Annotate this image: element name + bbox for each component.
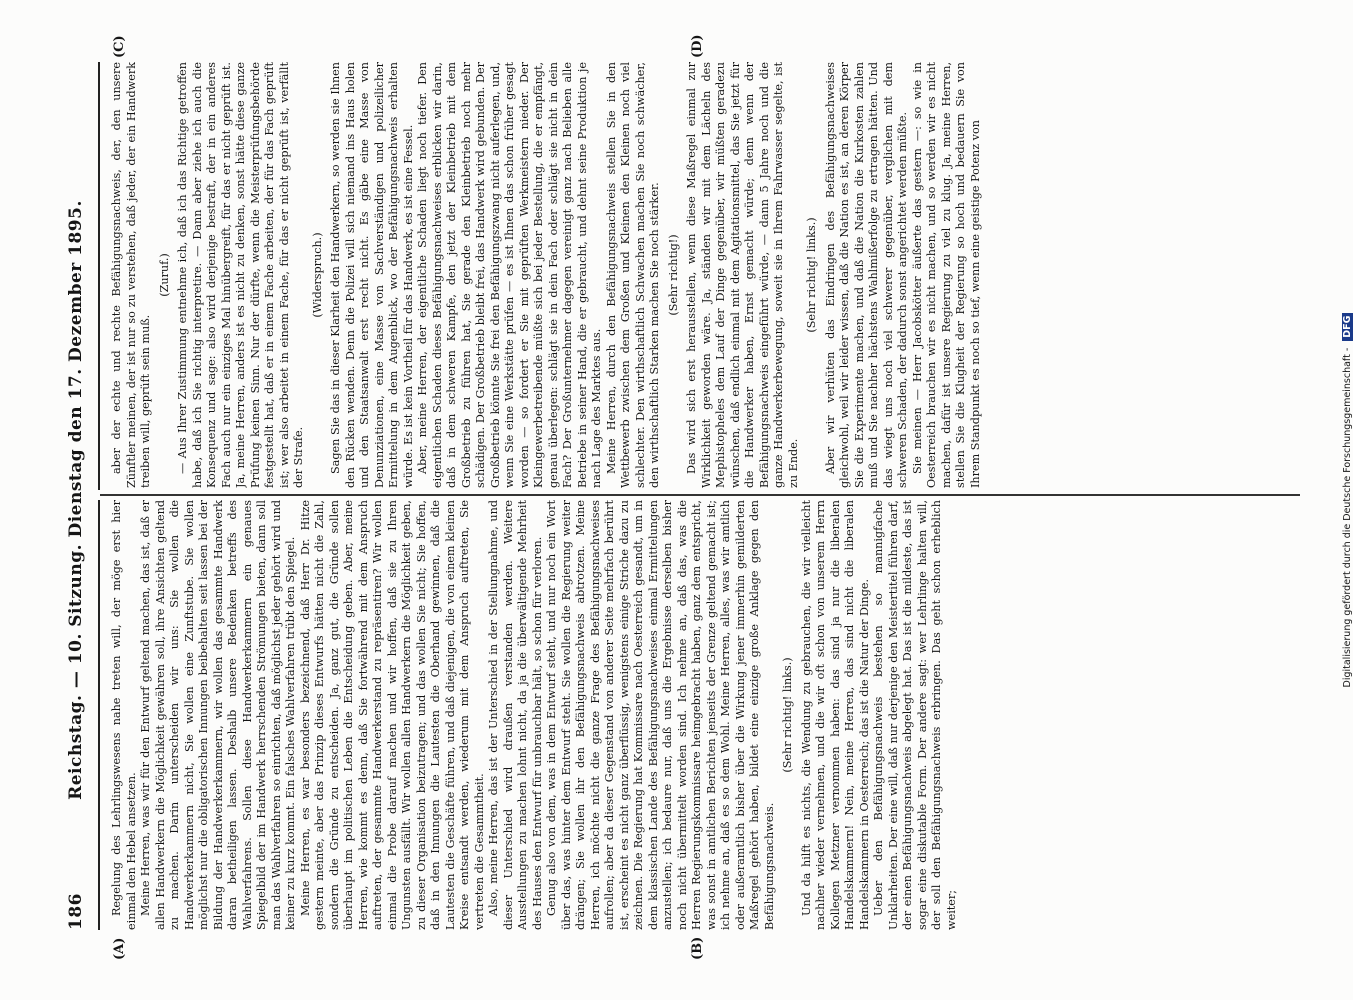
dfg-logo: DFG [1342,313,1353,341]
paragraph: Genug also von dem, was in dem Entwurf steht, und nur noch ein Wort über das, was hinter dem Entwurf steht. Sie wollen die Regierung weiter drängen; Sie wollen ihr den Befähigungsnachweis abtrotzen. Meine Herren, ich möchte nicht die ganze Frage des Befähigungsnachweises aufrollen; aber da dieser Gegenstand von anderer Seite mehrfach berührt ist, erscheint es nicht ganz überflüssig, wenigstens einige Striche dazu zu zeichnen. Die Regierung hat Kommissare nach Oesterreich gesandt, um in dem klassischen Lande des Befähigungsnachweises einmal Ermittelungen anzustellen; ich bedaure nur, daß uns die Ergebnisse derselben bisher noch nicht übermittelt worden sind. Ich nehme an, daß das, was die Herren Regierungskommissare heimgebracht haben, ganz dem entspricht, was sonst in amtlichen Berichten jenseits der Grenze geltend gemacht ist; ich nehme an, daß es so dem Wohl. Meine Herren, alles, was wir amtlich oder außeramtlich bisher über die Wirkung jener immerhin gemilderten Maßregel gehört haben, bildet eine einzige große Anklage gegen den Befähigungsnachweis. [545,500,776,930]
paragraph: Aber, meine Herren, der eigentliche Schaden liegt noch tiefer. Den eigentlichen Schaden dieses Befähigungsnachweises erblicken wir darin, daß in dem schweren Kampfe, den jetzt der Kleinbetrieb mit dem Großbetrieb zu führen hat, Sie gerade den Kleinbetrieb noch mehr schädigen. Der Großbetrieb bleibt frei, das Handwerk wird gebunden. Der Großbetrieb könnte Sie frei den Befähigungszwang nicht auferlegen, und, wenn Sie eine Werkstätte prüfen — es ist Ihnen das schon früher gesagt worden — so fordert er Sie mit geprüften Werkmeistern nieder. Der Kleingewerbetreibende müßte sich bei jeder Bestellung, die er empfängt, genau überlegen: schlägt sie in dein Fach oder schlägt sie nicht in dein Fach? Der Großunternehmer dagegen vereinigt ganz nach Belieben alle Betriebe in seiner Hand, die er gebraucht, und dehnt seine Produktion je nach Lage des Marktes aus. [416,62,603,488]
paragraph: Regelung des Lehrlingswesens nahe treten will, der möge erst hier einmal den Hebel ansetzen. [110,500,138,930]
paragraph: Sie meinen — Herr Jacobskötter äußerte das gestern —: so wie in Oesterreich brauchen wir es nicht machen, und so werden wir es nicht machen, dafür ist unsere Regierung zu viel zu klug. Ja, meine Herren, stellen Sie die Klugheit der Regierung so hoch und bedauern Sie von Ihrem Standpunkt es noch so tief, wenn eine geistige Potenz von [910,62,982,488]
left-text-column [110,500,1300,930]
interjection: (Widerspruch.) [310,232,324,318]
interjection: (Sehr richtig! links.) [781,657,794,773]
page-number: 186 [66,893,86,930]
margin-mark-b: (B) [690,936,705,960]
margin-mark-a: (A) [112,937,127,960]
margin-mark-c: (C) [112,35,127,58]
paragraph: Und da hilft es nichts, die Wendung zu gebrauchen, die wir vielleicht nachher wieder vernehmen, und die wir oft schon von unserem Herrn Kollegen Metzner vernommen haben: das sind ja nur die liberalen Handelskammern! Nein, meine Herren, das sind nicht die liberalen Handelskammern in Oesterreich; das ist die Natur der Dinge. [799,500,871,930]
paragraph: Ueber den Befähigungsnachweis bestehen so mannigfache Unklarheiten. Der eine will, daß nur derjenige den Meistertitel führen darf, der einen Befähigungsnachweis abgelegt hat. Das ist die mildeste, das ist sogar eine diskutable Form. Der andere sagt: wer Lehrlinge halten will, der soll den Befähigungsnachweis erbringen. Das geht schon erheblich weiter; [872,500,958,930]
paragraph: Also, meine Herren, das ist der Unterschied in der Stellungnahme, und dieser Unterschied wird draußen verstanden werden. Weitere Ausstellungen zu machen lohnt nicht, da ja die überwältigende Mehrheit des Hauses den Entwurf für unbrauchbar hält, so schon für verloren. [487,500,544,930]
paragraph: Das wird sich erst herausstellen, wenn diese Maßregel einmal zur Wirklichkeit geworden wäre. Ja, ständen wir mit dem Lächeln des Mephistopheles dem Lauf der Dinge gegenüber, wir müßten geradezu wünschen, daß endlich einmal mit dem Agitationsmittel, das Sie jetzt für die Handwerker haben, Ernst gemacht würde; denn wenn der Befähigungsnachweis eingeführt würde, — dann 5 Jahre noch und die ganze Handwerkerbewegung, soweit sie in Ihrem Fahrwasser segelte, ist zu Ende. [685,62,800,488]
header-rule-right [98,62,100,490]
margin-mark-d: (D) [690,34,705,58]
interjection: (Zuruf.) [157,253,171,297]
paragraph: Meine Herren, es war besonders bezeichnend, daß Herr Dr. Hitze gestern meinte, aber das Prinzip dieses Entwurfs hätten nicht die Zahl, sondern die Gründe zu entscheiden. Ja, ganz gut, die Gründe sollen überhaupt im politischen Leben die Entscheidung geben. Aber, meine Herren, wie kommt es denn, daß Sie fortwährend mit dem Anspruch auftreten, der gesammte Handwerkerstand zu repräsentiren? Wir wollen einmal die Probe darauf machen und wir hoffen, daß sie zu Ihren Ungunsten ausfällt. Wir wollen allen Handwerkern die Möglichkeit geben, zu dieser Organisation beizutragen; und das wollen Sie nicht; Sie hoffen, daß in den Innungen die Lautesten die Oberhand gewinnen, daß die Lautesten die Geschäfte führen, und daß diejenigen, die von einem kleinen Kreise entsandt werden, wiederum mit dem Anspruch auftreten, Sie vertreten die Gesammtheit. [298,500,486,930]
running-title: Reichstag. — 10. Sitzung. Dienstag den 17. Dezember 1895. [66,200,86,800]
paragraph: aber der echte und rechte Befähigungsnachweis, der, den unsere Zünftler meinen, der ist nur so zu verstehen, daß jeder, der ein Handwerk treiben will, geprüft sein muß. [110,62,152,488]
paragraph: — Aus Ihrer Zustimmung entnehme ich, daß ich das Richtige getroffen habe, daß ich Sie richtig interpretire. — Dann aber ziehe ich auch die Konsequenz und sage: also wird derjenige bestraft, der in ein anderes Fach auch nur ein einziges Mal hinübergreift, für das er nicht geprüft ist. Ja, meine Herren, anders ist es nicht zu denken, sonst hätte diese ganze Prüfung keinen Sinn. Nur der dürfte, wenn die Meisterprüfungsbehörde festgestellt hat, daß er in einem Fache arbeiten, der für das Fach geprüft ist; wer also arbeitet in einem Fache, für das er nicht geprüft ist, verfällt der Strafe. [176,62,305,488]
header-rule-left [98,500,100,930]
interjection: (Sehr richtig!) [666,234,680,316]
paragraph: Sagen Sie das in dieser Klarheit den Handwerkern, so werden sie Ihnen den Rücken wenden. Denn die Polizei will sich niemand ins Haus holen und den Staatsanwalt erst recht nicht. Es gäbe eine Masse von Denunziationen, eine Masse von Sachverständigen und polizeilicher Ermittelung in dem Augenblick, wo der Befähigungsnachweis erhalten würde. Es ist kein Vortheil für das Handwerk, es ist eine Fessel. [329,62,415,488]
footer-credit [1342,0,1353,1000]
footer-credit-text: Digitalisierung gefördert durch die Deutsche Forschungsgemeinschaft - [1342,347,1353,688]
page-header [60,70,94,930]
paragraph: Meine Herren, durch den Befähigungsnachweis stellen Sie in den Wettbewerb zwischen dem Großen und Kleinen den Kleinen noch viel schlechter. Den wirthschaftlich Schwachen machen Sie noch schwächer, den wirthschaftlich Starken machen Sie noch stärker. [604,62,661,488]
paragraph: Meine Herren, was wir für den Entwurf geltend machen, das ist, daß er allen Handwerkern die Möglichkeit gewähren soll, ihre Ansichten geltend zu machen. Darin unterscheiden wir uns: Sie wollen die Handwerkerkammern nicht, Sie wollen eine Zunftstube. Sie wollen möglichst nur die obligatorischen Innungen beibehalten seit lassen bei der Bildung der Handwerkerkammern, wir wollen das gesammte Handwerk daran betheiligen lassen. Deshalb unsere Bedenken betreffs des Wahlverfahrens. Sollen diese Handwerkerkammern ein genaues Spiegelbild der im Handwerk herrschenden Strömungen bieten, dann soll man das Wahlverfahren so einrichten, daß möglichst jeder gehört wird und keiner zu kurz kommt. Ein falsches Wahlverfahren trübt den Spiegel. [139,500,297,930]
right-text-column [110,62,1300,488]
paragraph: Aber wir verhüten das Eindringen des Befähigungsnachweises gleichwohl, weil wir leider wissen, daß die Nation es ist, an deren Körper Sie die Experimente machen, und daß die Nation die Kurkosten zahlen muß und Sie nachher hächstens Wahlmißerfolge zu ertragen hätten. Und das wiegt uns noch viel schwerer gegenüber, verglichen mit dem schweren Schaden, der dadurch sonst angerichtet werden müßte. [823,62,909,488]
interjection: (Sehr richtig! links.) [805,217,818,333]
column-divider [100,494,1300,496]
